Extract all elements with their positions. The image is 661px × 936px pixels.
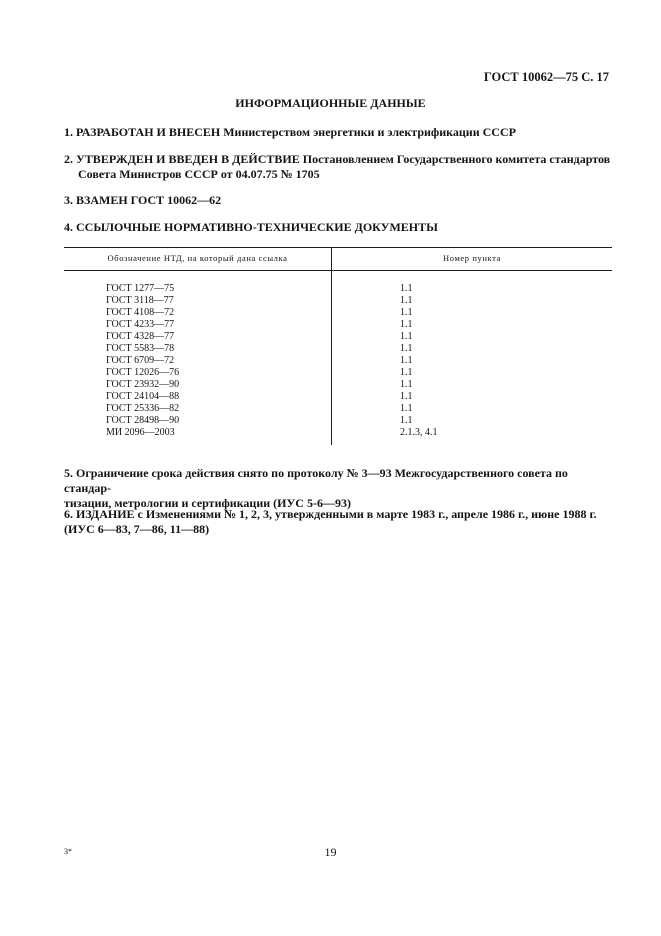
table-cell-item-number: 1.1 bbox=[400, 391, 413, 402]
table-header-rule bbox=[64, 270, 612, 271]
section-3-lead: 3. ВЗАМЕН ГОСТ 10062—62 bbox=[64, 193, 222, 207]
table-row bbox=[64, 331, 612, 343]
footer-signature-mark: 3* bbox=[64, 847, 72, 856]
table-cell-document: ГОСТ 28498—90 bbox=[106, 415, 180, 426]
table-cell-item-number: 1.1 bbox=[400, 295, 413, 306]
table-cell-item-number: 1.1 bbox=[400, 319, 413, 330]
table-cell-document: ГОСТ 23932—90 bbox=[106, 379, 180, 390]
table-cell-item-number: 1.1 bbox=[400, 283, 413, 294]
table-cell-document: ГОСТ 1277—75 bbox=[106, 283, 175, 294]
table-top-rule bbox=[64, 247, 612, 248]
section-6-line1: 6. ИЗДАНИЕ с Изменениями № 1, 2, 3, утвержденными в марте 1983 г., апреле 1986 г., июне 1988 г. bbox=[64, 507, 597, 521]
section-6 bbox=[64, 507, 612, 537]
table-cell-item-number: 1.1 bbox=[400, 343, 413, 354]
section-1-text: Министерством энергетики и электрификации СССР bbox=[223, 125, 516, 139]
table-cell-item-number: 1.1 bbox=[400, 379, 413, 390]
table-row bbox=[64, 283, 612, 295]
table-body bbox=[64, 283, 612, 439]
table-cell-item-number: 1.1 bbox=[400, 367, 413, 378]
table-cell-item-number: 2.1.3, 4.1 bbox=[400, 427, 438, 438]
table-cell-document: ГОСТ 5583—78 bbox=[106, 343, 175, 354]
table-row bbox=[64, 427, 612, 439]
page-header-code: ГОСТ 10062—75 С. 17 bbox=[483, 70, 609, 84]
section-1 bbox=[64, 125, 612, 140]
table-cell-document: ГОСТ 4328—77 bbox=[106, 331, 175, 342]
table-header-document: Обозначение НТД, на который дана ссылка bbox=[107, 253, 288, 263]
table-row bbox=[64, 391, 612, 403]
table-row bbox=[64, 367, 612, 379]
table-cell-item-number: 1.1 bbox=[400, 331, 413, 342]
table-header-item-number: Номер пункта bbox=[443, 253, 501, 263]
table-cell-document: ГОСТ 4108—72 bbox=[106, 307, 175, 318]
table-row bbox=[64, 379, 612, 391]
table-cell-item-number: 1.1 bbox=[400, 307, 413, 318]
section-3 bbox=[64, 193, 612, 208]
page-number: 19 bbox=[324, 845, 337, 859]
section-2 bbox=[64, 152, 612, 182]
table-row bbox=[64, 343, 612, 355]
table-cell-item-number: 1.1 bbox=[400, 415, 413, 426]
table-cell-document: ГОСТ 12026—76 bbox=[106, 367, 180, 378]
table-row bbox=[64, 355, 612, 367]
table-row bbox=[64, 319, 612, 331]
table-cell-document: ГОСТ 24104—88 bbox=[106, 391, 180, 402]
reference-documents-table bbox=[64, 247, 612, 445]
table-row bbox=[64, 415, 612, 427]
table-cell-document: ГОСТ 6709—72 bbox=[106, 355, 175, 366]
table-cell-document: ГОСТ 25336—82 bbox=[106, 403, 180, 414]
table-row bbox=[64, 403, 612, 415]
section-6-line2: (ИУС 6—83, 7—86, 11—88) bbox=[64, 522, 210, 536]
table-row bbox=[64, 307, 612, 319]
section-4-lead: 4. ССЫЛОЧНЫЕ НОРМАТИВНО-ТЕХНИЧЕСКИЕ ДОКУМЕНТЫ bbox=[64, 220, 438, 234]
section-5 bbox=[64, 466, 612, 511]
table-cell-item-number: 1.1 bbox=[400, 355, 413, 366]
section-5-line1: 5. Ограничение срока действия снято по протоколу № 3—93 Межгосударственного совета по стандар- bbox=[64, 466, 568, 495]
section-2-text: Постановлением Государственного комитета стандартов bbox=[302, 152, 611, 166]
table-row bbox=[64, 295, 612, 307]
section-2-text-line2: Совета Министров СССР от 04.07.75 № 1705 bbox=[78, 167, 320, 181]
table-cell-document: ГОСТ 4233—77 bbox=[106, 319, 175, 330]
section-1-lead: 1. РАЗРАБОТАН И ВНЕСЕН bbox=[64, 125, 221, 139]
table-cell-document: ГОСТ 3118—77 bbox=[106, 295, 174, 306]
section-5-line2: тизации, метрологии и сертификации (ИУС 5-6—93) bbox=[64, 496, 351, 510]
table-cell-item-number: 1.1 bbox=[400, 403, 413, 414]
page-title: ИНФОРМАЦИОННЫЕ ДАННЫЕ bbox=[235, 96, 426, 110]
table-cell-document: МИ 2096—2003 bbox=[106, 427, 175, 438]
section-4 bbox=[64, 220, 612, 235]
section-2-lead: 2. УТВЕРЖДЕН И ВВЕДЕН В ДЕЙСТВИЕ bbox=[64, 152, 300, 166]
